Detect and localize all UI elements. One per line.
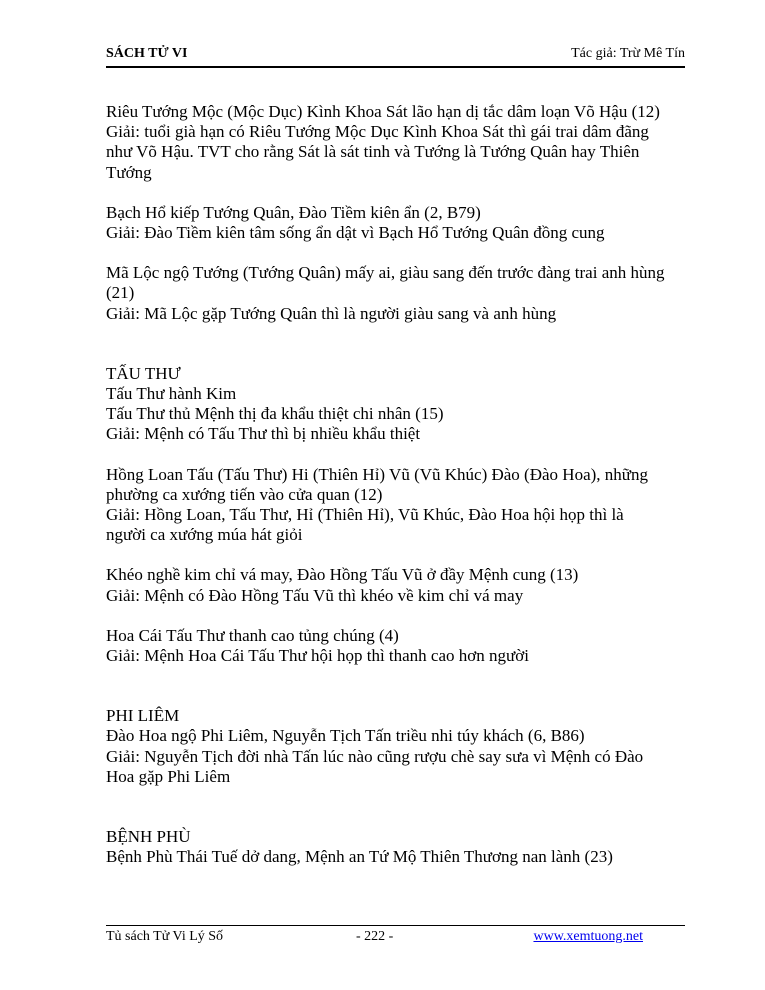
page-content	[106, 102, 696, 867]
section-heading: TẤU THƯ	[106, 363, 181, 383]
text-line: Khéo nghề kim chỉ vá may, Đào Hồng Tấu Vũ ở đầy Mệnh cung (13)	[106, 565, 579, 585]
text-line: Giải: Mã Lộc gặp Tướng Quân thì là người giàu sang và anh hùng	[106, 303, 557, 323]
text-line: (21)	[106, 283, 135, 303]
text-line: Giải: Mệnh Hoa Cái Tấu Thư hội họp thì thanh cao hơn người	[106, 646, 529, 666]
section-heading: PHI LIÊM	[106, 706, 180, 726]
text-line: Giải: Hồng Loan, Tấu Thư, Hỉ (Thiên Hỉ), Vũ Khúc, Đào Hoa hội họp thì là	[106, 505, 624, 525]
page-footer	[106, 925, 685, 948]
website-link[interactable]: www.xemtuong.net	[533, 929, 643, 944]
page-number: - 222 -	[356, 929, 394, 944]
text-line: Giải: Nguyễn Tịch đời nhà Tấn lúc nào cũng rượu chè say sưa vì Mệnh có Đào	[106, 746, 644, 766]
text-line: Hoa Cái Tấu Thư thanh cao tủng chúng (4)	[106, 625, 399, 645]
text-line: Giải: Mệnh có Tấu Thư thì bị nhiều khẩu thiệt	[106, 424, 421, 444]
text-line: Tướng	[106, 162, 152, 182]
page-header	[106, 44, 685, 68]
series-name: Tủ sách Tử Vi Lý Số	[106, 929, 224, 944]
section-heading: BỆNH PHÙ	[106, 827, 191, 847]
text-line: Giải: Đào Tiềm kiên tâm sống ẩn dật vì Bạch Hổ Tướng Quân đồng cung	[106, 223, 605, 243]
text-line: Hoa gặp Phi Liêm	[106, 766, 231, 786]
text-line: Tấu Thư thủ Mệnh thị đa khẩu thiệt chi nhân (15)	[106, 404, 444, 424]
text-line: Giải: tuổi già hạn có Riêu Tướng Mộc Dục Kình Khoa Sát thì gái trai dâm đãng	[106, 122, 649, 142]
book-title: SÁCH TỬ VI	[106, 46, 188, 61]
text-line: Bạch Hổ kiếp Tướng Quân, Đào Tiềm kiên ẩn (2, B79)	[106, 202, 481, 222]
text-line: Đào Hoa ngộ Phi Liêm, Nguyễn Tịch Tấn triều nhi túy khách (6, B86)	[106, 726, 585, 746]
text-line: Bệnh Phù Thái Tuế dở dang, Mệnh an Tứ Mộ Thiên Thương nan lành (23)	[106, 847, 613, 867]
text-line: Tấu Thư hành Kim	[106, 384, 237, 404]
text-line: Riêu Tướng Mộc (Mộc Dục) Kình Khoa Sát lão hạn dị tắc dâm loạn Võ Hậu (12)	[106, 102, 660, 121]
text-line: Giải: Mệnh có Đào Hồng Tấu Vũ thì khéo về kim chỉ vá may	[106, 585, 524, 605]
author-label: Tác giả: Trừ Mê Tín	[571, 46, 685, 61]
text-line: Hồng Loan Tấu (Tấu Thư) Hi (Thiên Hỉ) Vũ (Vũ Khúc) Đào (Đào Hoa), những	[106, 464, 648, 484]
text-line: người ca xướng múa hát giỏi	[106, 525, 303, 545]
text-line: phường ca xướng tiến vào cửa quan (12)	[106, 484, 383, 504]
text-line: Mã Lộc ngộ Tướng (Tướng Quân) mấy ai, giàu sang đến trước đàng trai anh hùng	[106, 263, 665, 283]
text-line: như Võ Hậu. TVT cho rằng Sát là sát tinh và Tướng là Tướng Quân hay Thiên	[106, 142, 640, 162]
